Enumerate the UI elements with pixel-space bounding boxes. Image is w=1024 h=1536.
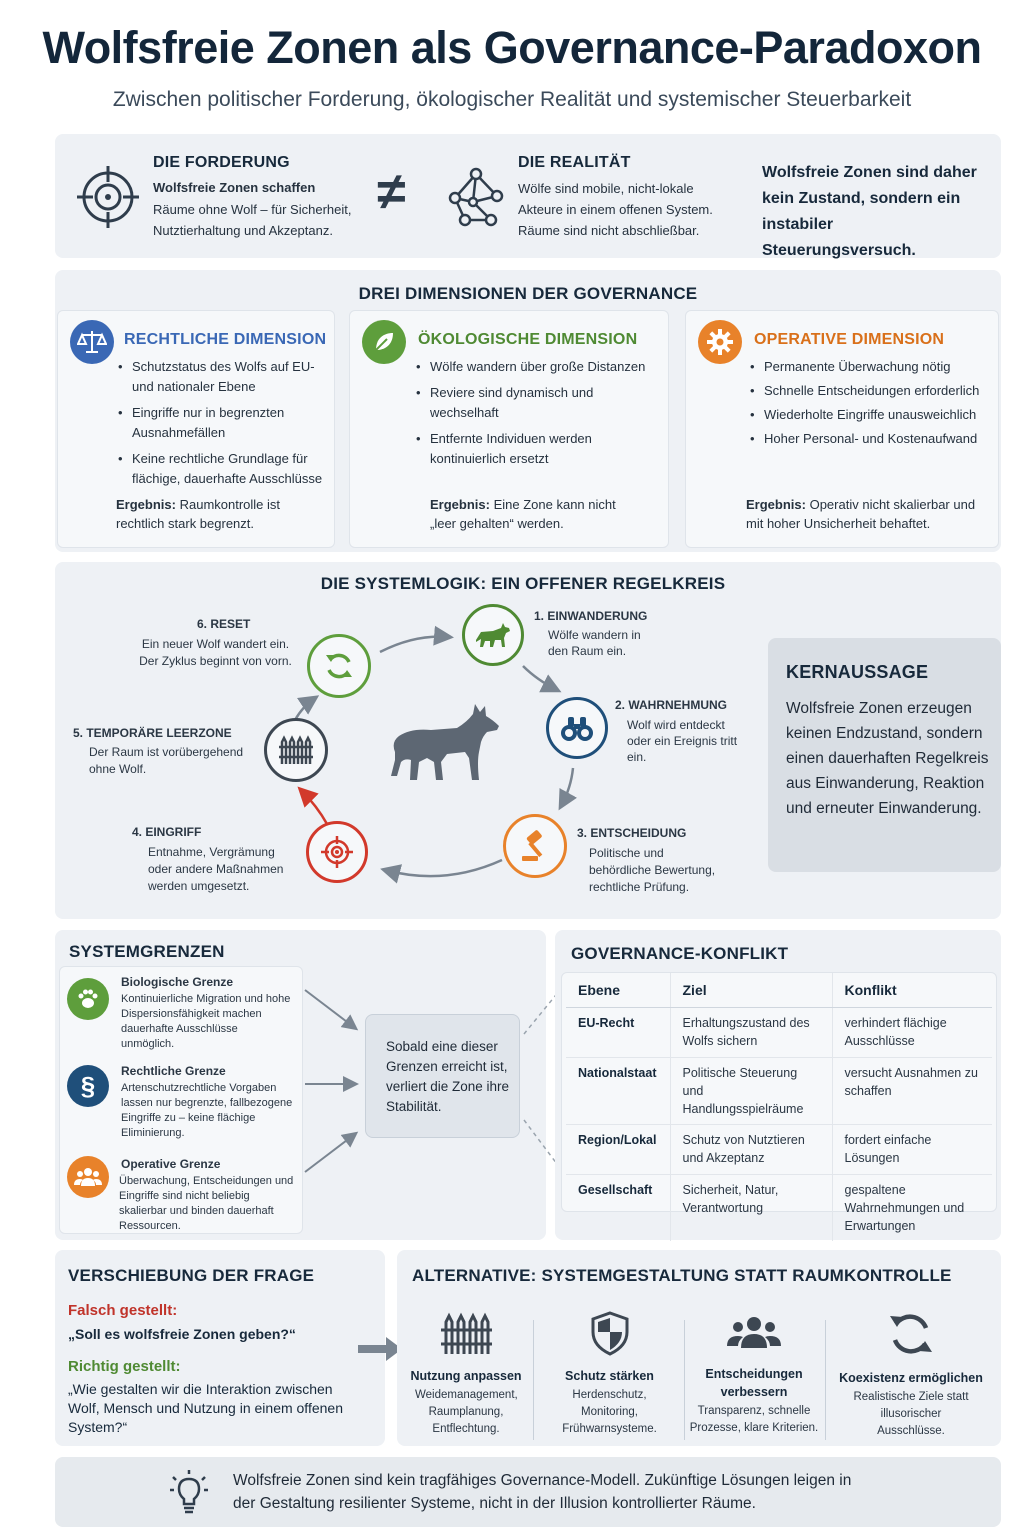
dimension-card-operative	[685, 310, 999, 548]
step-title-perception: 2. WAHRNEHMUNG	[615, 698, 728, 712]
wolf-icon	[387, 702, 507, 784]
step-title-reset: 6. RESET	[197, 617, 251, 631]
alternative-heading: ALTERNATIVE: SYSTEMGESTALTUNG STATT RAUMKONTROLLE	[412, 1266, 952, 1285]
table-row	[566, 1124, 992, 1174]
limits-result-box	[365, 1014, 520, 1138]
top-conclusion: Wolfsfreie Zonen sind daher kein Zustand, sondern ein instabiler Steuerungsversuch.	[762, 164, 977, 259]
lightbulb-icon	[169, 1469, 209, 1515]
alternative-text: Realistische Ziele statt illusorischer Ausschlüsse.	[853, 1391, 969, 1437]
limits-panel	[55, 930, 546, 1240]
alternative-text: Weidemanagement, Raumplanung, Entflechtung.	[415, 1389, 518, 1435]
step-text-perception: Wolf wird entdeckt oder ein Ereignis tritt ein.	[627, 718, 738, 764]
reality-heading: DIE REALITÄT	[518, 154, 631, 171]
step-text-intervention: Entnahme, Vergrämung oder andere Maßnahmen werden umgesetzt.	[148, 845, 284, 893]
dimension-result-ecological: Ergebnis: Eine Zone kann nicht „leer gehalten“ werden.	[430, 497, 616, 531]
conflict-table	[566, 973, 992, 1241]
top-panel	[55, 134, 1001, 258]
conflict-panel	[555, 930, 1001, 1240]
limits-result-text: Sobald eine dieser Grenzen erreicht ist, verliert die Zone ihre Stabilität.	[386, 1039, 510, 1114]
page-subtitle: Zwischen politischer Forderung, ökologischer Realität und systemischer Steuerbarkeit	[112, 88, 912, 111]
page-title: Wolfsfreie Zonen als Governance-Paradoxon	[42, 22, 982, 73]
divider	[533, 1320, 534, 1440]
table-cell: gespaltene Wahrnehmungen und Erwartungen	[832, 1174, 992, 1241]
alternative-title: Koexistenz ermöglichen	[839, 1371, 983, 1385]
list-item: • Eingriffe nur in begrenzten Ausnahmefällen	[116, 403, 326, 443]
divider	[825, 1320, 826, 1440]
dimension-bullets-ecological	[414, 357, 659, 475]
alternative-title: Schutz stärken	[565, 1369, 654, 1383]
conflict-heading: GOVERNANCE-KONFLIKT	[571, 944, 789, 963]
people-icon	[726, 1310, 782, 1354]
limits-heading: SYSTEMGRENZEN	[69, 942, 225, 961]
leaf-icon	[362, 320, 406, 364]
footer-text: Wolfsfreie Zonen sind kein tragfähiges Governance-Modell. Zukünftige Lösungen leigen in der Gestaltung resilienter Systeme, nicht in der Illusion kontrollierter Räume.	[233, 1472, 852, 1512]
table-header: Konflikt	[832, 973, 992, 1007]
scales-icon	[70, 320, 114, 364]
table-header: Ebene	[566, 973, 670, 1007]
refresh-icon	[307, 634, 371, 698]
shift-wrong-question: „Soll es wolfsfreie Zonen geben?“	[68, 1326, 296, 1342]
table-cell: verhindert flächige Ausschlüsse	[832, 1007, 992, 1057]
footer-panel	[55, 1457, 1001, 1527]
list-item: • Keine rechtliche Grundlage für flächige, dauerhafte Ausschlüsse	[116, 449, 326, 489]
shift-heading: VERSCHIEBUNG DER FRAGE	[68, 1266, 315, 1285]
dimensions-panel	[55, 270, 1001, 552]
step-icon-immigration	[462, 604, 524, 666]
table-cell: versucht Ausnahmen zu schaffen	[832, 1057, 992, 1124]
list-item: • Entfernte Individuen werden kontinuierlich ersetzt	[414, 429, 659, 469]
step-text-decision: Politische und behördliche Bewertung, rechtliche Prüfung.	[589, 846, 716, 894]
shift-panel	[55, 1250, 385, 1446]
core-text: Wolfsfreie Zonen erzeugen keinen Endzustand, sondern einen dauerhaften Regelkreis aus Einwanderung, Reaktion und erneuter Einwanderung.	[786, 700, 989, 817]
shift-wrong-label: Falsch gestellt:	[68, 1302, 178, 1319]
dimension-result-operative: Ergebnis: Operativ nicht skalierbar und mit hoher Unsicherheit behaftet.	[746, 497, 976, 531]
conflict-table-wrap	[561, 972, 997, 1233]
list-item: • Wölfe wandern über große Distanzen	[414, 357, 659, 377]
dimension-card-legal	[57, 310, 335, 548]
table-cell: Nationalstaat	[566, 1057, 670, 1124]
alternative-item-decisions	[686, 1310, 822, 1437]
alternative-item-usage	[405, 1310, 527, 1438]
paragraph-icon: §	[67, 1065, 109, 1107]
cycle-panel	[55, 562, 1001, 919]
shift-right-question: „Wie gestalten wir die Interaktion zwischen Wolf, Mensch und Nutzung in einem offenen System?“	[68, 1381, 343, 1435]
network-icon	[443, 164, 509, 230]
list-item: • Schnelle Entscheidungen erforderlich	[748, 381, 993, 401]
table-cell: Politische Steuerung und Handlungsspielräume	[670, 1057, 832, 1124]
paw-icon	[67, 978, 109, 1020]
alternative-title: Nutzung anpassen	[410, 1369, 522, 1383]
table-cell: Schutz von Nutztieren und Akzeptanz	[670, 1124, 832, 1174]
limit-title-operative: Operative Grenze	[121, 1157, 221, 1171]
list-item: • Hoher Personal- und Kostenaufwand	[748, 429, 993, 449]
demand-lead: Wolfsfreie Zonen schaffen	[153, 180, 316, 195]
wolf-icon	[473, 620, 513, 650]
alternative-item-protection	[542, 1310, 677, 1438]
table-cell: EU-Recht	[566, 1007, 670, 1057]
limit-title-legal: Rechtliche Grenze	[121, 1064, 226, 1078]
alternative-item-coexistence	[833, 1310, 989, 1440]
dimension-title-legal: RECHTLICHE DIMENSION	[124, 331, 327, 348]
not-equal-sign: ≠	[377, 163, 406, 221]
refresh-icon	[886, 1310, 936, 1358]
step-title-immigration: 1. EINWANDERUNG	[534, 609, 648, 623]
core-statement-box	[768, 638, 1001, 872]
cycle-heading: DIE SYSTEMLOGIK: EIN OFFENER REGELKREIS	[320, 574, 726, 593]
list-item: • Wiederholte Eingriffe unausweichlich	[748, 405, 993, 425]
demand-heading: DIE FORDERUNG	[153, 154, 290, 171]
step-title-intervention: 4. EINGRIFF	[132, 825, 202, 839]
alternative-panel	[397, 1250, 1001, 1446]
dimension-bullets-operative	[748, 357, 993, 453]
dimension-result-legal: Ergebnis: Raumkontrolle ist rechtlich stark begrenzt.	[116, 497, 281, 531]
list-item: • Reviere sind dynamisch und wechselhaft	[414, 383, 659, 423]
gavel-icon	[503, 814, 567, 878]
dimension-title-operative: OPERATIVE DIMENSION	[754, 331, 945, 348]
core-heading: KERNAUSSAGE	[786, 662, 929, 682]
list-item: • Permanente Überwachung nötig	[748, 357, 993, 377]
table-cell: Region/Lokal	[566, 1124, 670, 1174]
target-icon	[75, 164, 141, 230]
table-row	[566, 1007, 992, 1057]
dimension-card-ecological	[349, 310, 669, 548]
gear-icon	[698, 320, 742, 364]
table-row	[566, 1057, 992, 1124]
step-title-decision: 3. ENTSCHEIDUNG	[577, 826, 687, 840]
table-header-row	[566, 973, 992, 1007]
table-header: Ziel	[670, 973, 832, 1007]
list-item: • Schutzstatus des Wolfs auf EU- und nationaler Ebene	[116, 357, 326, 397]
table-cell: Sicherheit, Natur, Verantwortung	[670, 1174, 832, 1241]
step-title-empty-zone: 5. TEMPORÄRE LEERZONE	[73, 726, 232, 740]
demand-text: Räume ohne Wolf – für Sicherheit, Nutztierhaltung und Akzeptanz.	[153, 202, 352, 238]
shield-icon	[587, 1310, 633, 1356]
alternative-title: Entscheidungen verbessern	[705, 1367, 803, 1399]
table-cell: Gesellschaft	[578, 1182, 653, 1197]
dimension-title-ecological: ÖKOLOGISCHE DIMENSION	[418, 331, 638, 348]
people-icon	[67, 1156, 109, 1198]
fence-icon	[438, 1310, 494, 1356]
step-text-immigration: Wölfe wandern in den Raum ein.	[548, 628, 641, 658]
alternative-text: Herdenschutz, Monitoring, Frühwarnsysteme.	[562, 1389, 657, 1435]
table-cell: Erhaltungszustand des Wolfs sichern	[670, 1007, 832, 1057]
table-row	[566, 1174, 992, 1241]
reality-text: Wölfe sind mobile, nicht-lokale Akteure in einem offenen System. Räume sind nicht abschließbar.	[518, 181, 713, 238]
limit-text-operative: Überwachung, Entscheidungen und Eingriffe sind nicht beliebig skalierbar und binden dauerhaft Ressourcen.	[119, 1175, 294, 1232]
step-text-empty-zone: Der Raum ist vorübergehend ohne Wolf.	[89, 745, 244, 776]
step-text-reset: Ein neuer Wolf wandert ein. Der Zyklus beginnt von vorn.	[139, 637, 292, 668]
alternative-text: Transparenz, schnelle Prozesse, klare Kriterien.	[689, 1405, 819, 1434]
limit-text-biological: Kontinuierliche Migration und hohe Dispersionsfähigkeit machen dauerhafte Ausschlüsse unmöglich.	[121, 993, 291, 1050]
fence-icon	[264, 718, 328, 782]
shift-right-label: Richtig gestellt:	[68, 1358, 181, 1375]
divider	[684, 1320, 685, 1440]
dimensions-heading: DREI DIMENSIONEN DER GOVERNANCE	[358, 284, 698, 303]
table-cell: fordert einfache Lösungen	[832, 1124, 992, 1174]
crosshair-icon	[306, 821, 368, 883]
limit-text-legal: Artenschutzrechtliche Vorgaben lassen nur begrenzte, fallbezogene Eingriffe zu – keine flächige Eliminierung.	[121, 1082, 293, 1139]
dimension-bullets-legal	[116, 357, 326, 495]
limits-arrows	[299, 970, 369, 1190]
binoculars-icon	[546, 697, 608, 759]
limit-title-biological: Biologische Grenze	[121, 975, 234, 989]
